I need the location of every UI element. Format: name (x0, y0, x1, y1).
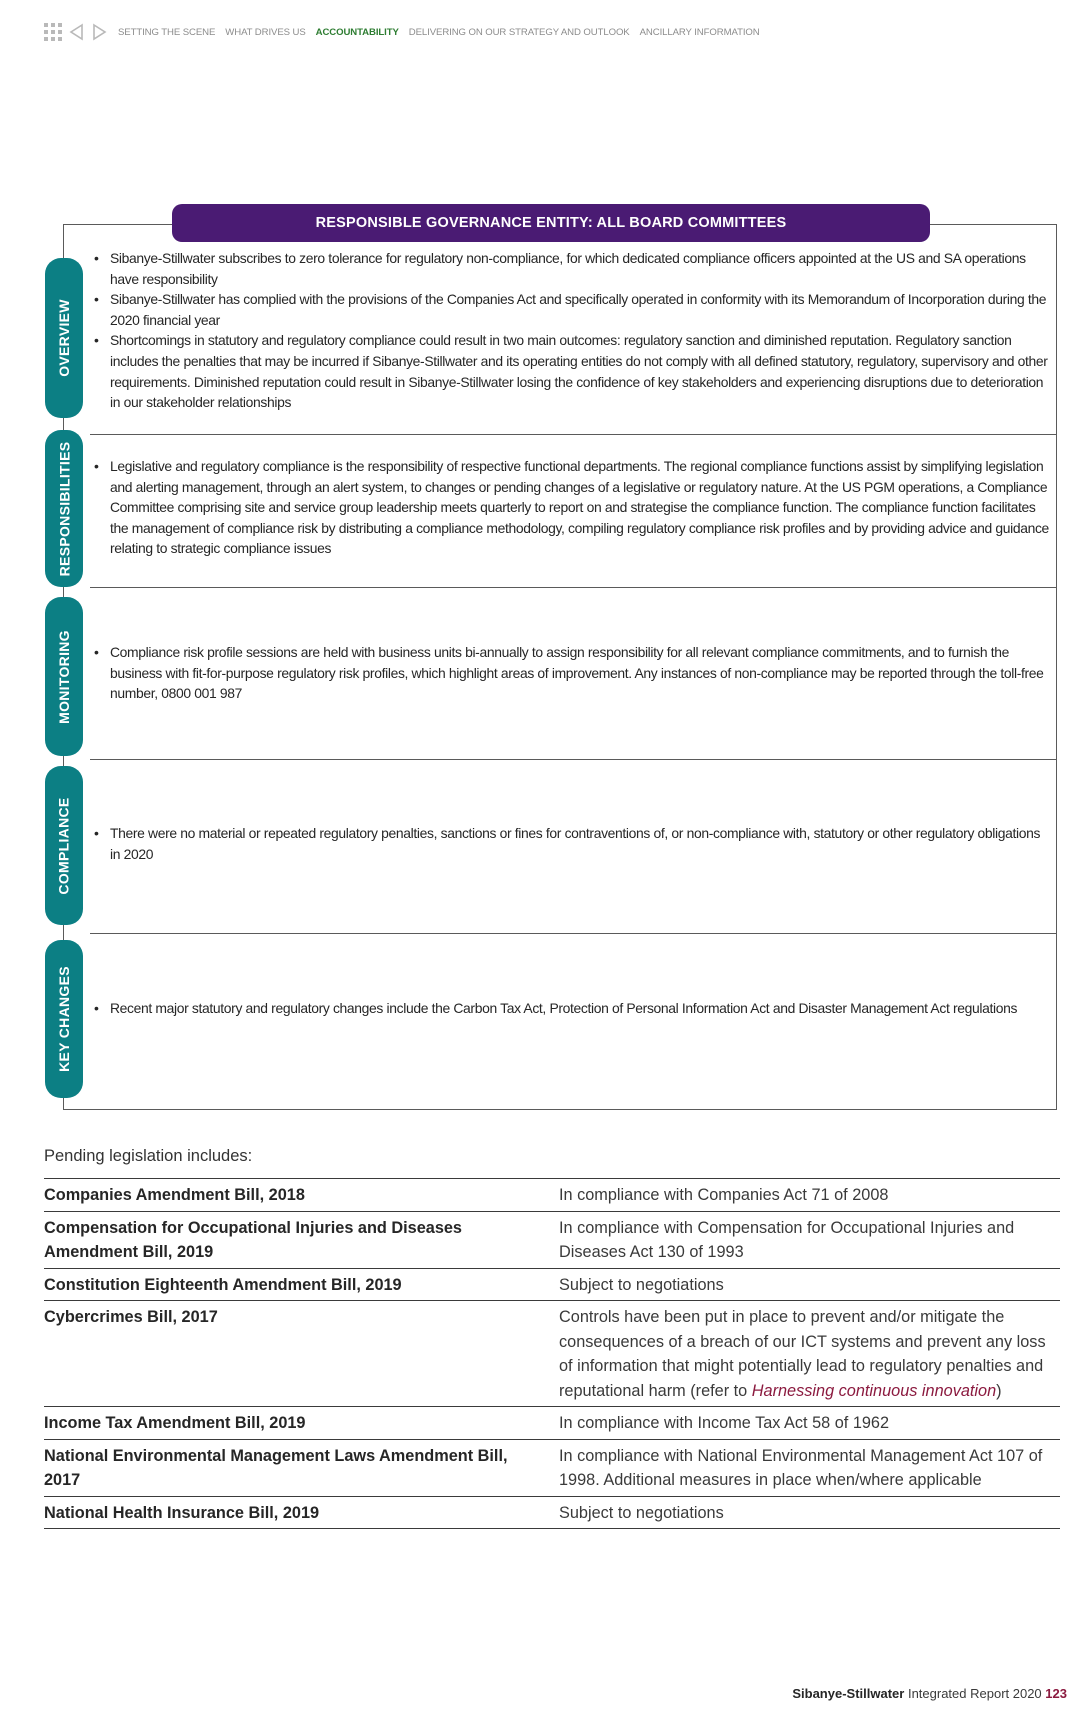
list-item: • Shortcomings in statutory and regulatory compliance could result in two main outcomes: regulatory sanction and diminished reputation. Regulatory sanction includes the penalties that may be incurred if Sibanye-Stillwater and its operating entities do not comply with all defined statutory, regulatory, supervisory and other requirements. Diminished reputation could result in Sibanye-Stillwater losing the confidence of key stakeholders and experiencing disruptions due to deterioration in our stakeholder relationships (110, 330, 1049, 412)
pending-legislation-intro: Pending legislation includes: (44, 1147, 253, 1165)
section-key-changes (90, 935, 1057, 1107)
bill-name: National Environmental Management Laws Amendment Bill, 2017 (44, 1446, 508, 1489)
bill-name: National Health Insurance Bill, 2019 (44, 1503, 320, 1522)
tab-overview-label: OVERVIEW (56, 299, 73, 377)
list-item: • Legislative and regulatory compliance is the responsibility of respective functional departments. The regional compliance functions assist by simplifying legislation and alerting management, through an alert system, to changes or pending changes of a legislative or regulatory nature. At the US PGM operations, a Compliance Committee comprising site and service group leadership meets quarterly to report on and strategise the compliance function. The compliance function facilitates the management of compliance risk by distributing a compliance methodology, compiling regulatory compliance risk profiles and by providing advice and guidance relating to strategic compliance issues (110, 456, 1049, 559)
tab-key-changes (45, 940, 83, 1098)
bill-name: Constitution Eighteenth Amendment Bill, 2019 (44, 1275, 402, 1294)
tab-compliance-label: COMPLIANCE (56, 796, 72, 895)
monitoring-bullets (90, 642, 1049, 704)
section-compliance (90, 761, 1057, 931)
bill-status-close: ) (996, 1381, 1002, 1400)
nav-link-setting-the-scene[interactable]: SETTING THE SCENE (118, 26, 216, 38)
nav-link-what-drives-us[interactable]: WHAT DRIVES US (225, 26, 306, 38)
next-page-icon[interactable] (90, 23, 108, 41)
bill-status (559, 1305, 1060, 1403)
tab-overview (45, 258, 83, 418)
section-divider (90, 587, 1057, 588)
page-footer (792, 1686, 1067, 1701)
tab-responsibilities (45, 430, 83, 587)
table-row (44, 1439, 1060, 1496)
compliance-bullets (90, 823, 1049, 864)
harnessing-innovation-link[interactable]: Harnessing continuous innovation (751, 1381, 997, 1400)
bill-status: Subject to negotiations (559, 1503, 724, 1522)
responsibilities-bullets (90, 456, 1049, 559)
tab-responsibilities-label: RESPONSIBILITIES (56, 441, 72, 576)
list-item: • There were no material or repeated regulatory penalties, sanctions or fines for contraventions of, or non-compliance with, statutory or other regulatory obligations in 2020 (110, 823, 1049, 864)
section-divider (90, 933, 1057, 934)
bill-status: In compliance with Income Tax Act 58 of 1962 (559, 1414, 890, 1432)
bill-name: Income Tax Amendment Bill, 2019 (44, 1414, 306, 1432)
list-item: • Recent major statutory and regulatory changes include the Carbon Tax Act, Protection of Personal Information Act and Disaster Management Act regulations (110, 998, 1017, 1019)
bill-status: Subject to negotiations (559, 1275, 724, 1294)
list-item: • Sibanye-Stillwater subscribes to zero tolerance for regulatory non-compliance, for which dedicated compliance officers appointed at the US and SA operations have responsibility (110, 248, 1049, 289)
tab-monitoring (45, 597, 83, 756)
footer-report-title: Integrated Report 2020 (907, 1686, 1042, 1701)
bill-status: In compliance with Compensation for Occupational Injuries and Diseases Act 130 of 1993 (559, 1218, 1015, 1261)
bill-name: Cybercrimes Bill, 2017 (44, 1308, 218, 1326)
tab-monitoring-label: MONITORING (56, 629, 72, 724)
governance-banner (172, 204, 930, 242)
previous-page-icon[interactable] (68, 23, 86, 41)
tab-compliance (45, 766, 83, 925)
tab-key-changes-label: KEY CHANGES (56, 966, 73, 1072)
nav-link-accountability[interactable]: ACCOUNTABILITY (315, 26, 399, 38)
section-monitoring (90, 589, 1057, 757)
bill-status: In compliance with National Environmental Management Act 107 of 1998. Additional measures in place when/where applicable (559, 1446, 1043, 1489)
list-item: • Compliance risk profile sessions are held with business units bi-annually to assign responsibility for all relevant compliance commitments, and to furnish the business with fit-for-purpose regulatory risk profiles, which highlight areas of improvement. Any instances of non-compliance may be reported through the toll-free number, 0800 001 987 (110, 642, 1049, 704)
key-changes-bullets (90, 998, 1017, 1019)
pending-legislation-table (44, 1178, 1060, 1529)
section-nav (118, 27, 770, 38)
table-row (44, 1268, 1060, 1301)
bill-name: Compensation for Occupational Injuries and Diseases Amendment Bill, 2019 (44, 1218, 462, 1261)
governance-banner-title: RESPONSIBLE GOVERNANCE ENTITY: ALL BOARD COMMITTEES (315, 215, 787, 231)
table-row (44, 1300, 1060, 1406)
section-divider (90, 434, 1057, 435)
table-row (44, 1211, 1060, 1268)
nav-link-ancillary-information[interactable]: ANCILLARY INFORMATION (639, 26, 760, 38)
bill-status-text: Controls have been put in place to prevent and/or mitigate the consequences of a breach of our ICT systems and prevent any loss of information that might potentially lead to regulatory penalties and reputational harm (refer to (559, 1308, 1046, 1400)
section-divider (90, 759, 1057, 760)
table-row (44, 1406, 1060, 1439)
bill-name: Companies Amendment Bill, 2018 (44, 1186, 305, 1204)
page-number: 123 (1045, 1686, 1067, 1701)
footer-brand: Sibanye-Stillwater (792, 1686, 905, 1701)
list-item: • Sibanye-Stillwater has complied with the provisions of the Companies Act and specifically operated in conformity with its Memorandum of Incorporation during the 2020 financial year (110, 289, 1049, 330)
contents-grid-icon[interactable] (44, 23, 62, 41)
table-row (44, 1496, 1060, 1530)
section-responsibilities (90, 436, 1057, 586)
bill-status: In compliance with Companies Act 71 of 2008 (559, 1186, 889, 1204)
table-row (44, 1178, 1060, 1211)
nav-link-delivering-on-strategy[interactable]: DELIVERING ON OUR STRATEGY AND OUTLOOK (408, 26, 630, 38)
top-navigation (44, 22, 770, 42)
section-overview (90, 248, 1057, 430)
overview-bullets (90, 248, 1049, 413)
